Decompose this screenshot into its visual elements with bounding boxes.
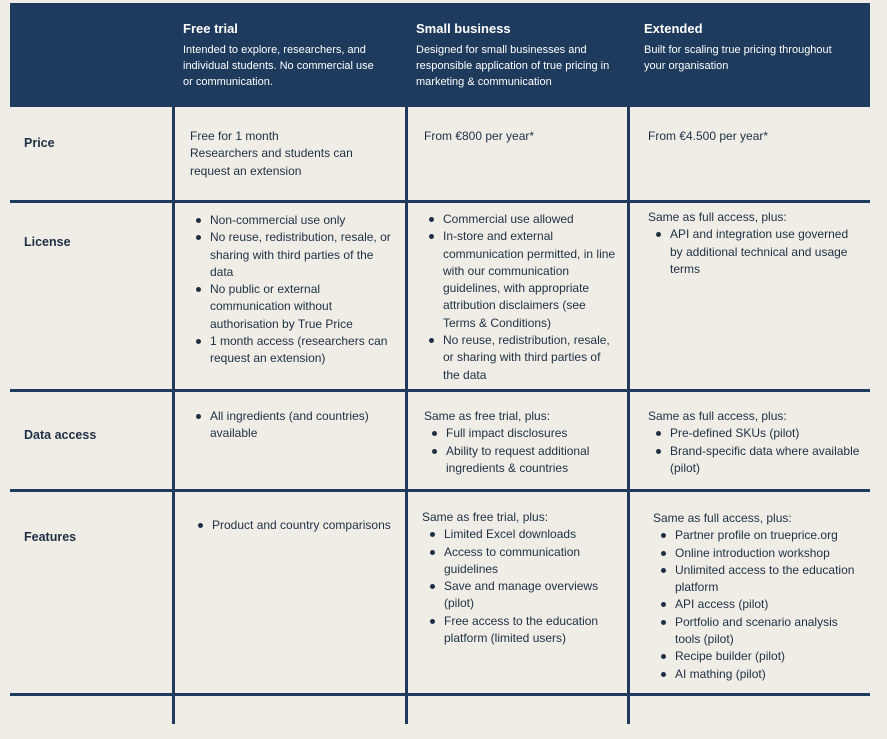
data-access-extended — [648, 408, 860, 477]
features-list — [653, 527, 863, 683]
pricing-table-header — [10, 3, 870, 107]
features-free-trial — [192, 517, 392, 534]
price-text: From €800 per year* — [424, 129, 535, 143]
list-item: Limited Excel downloads — [422, 526, 620, 543]
row-divider — [10, 489, 870, 492]
row-divider — [10, 200, 870, 203]
list-item: Product and country comparisons — [192, 517, 392, 534]
list-item: Partner profile on trueprice.org — [653, 527, 863, 544]
row-label-features: Features — [24, 530, 77, 544]
list-item: Ability to request additional ingredients & countries — [424, 443, 620, 478]
price-text: From €4.500 per year* — [648, 129, 769, 143]
list-item: Unlimited access to the education platform — [653, 562, 863, 597]
list-item: Brand-specific data where available (pilot) — [648, 443, 860, 478]
features-intro: Same as full access, plus: — [653, 511, 792, 525]
features-list — [422, 526, 620, 647]
price-free-trial — [190, 128, 395, 180]
data-access-list — [648, 425, 860, 477]
license-small-business — [423, 211, 619, 384]
list-item: No public or external communication without authorisation by True Price — [190, 281, 395, 333]
price-extended — [648, 128, 858, 145]
features-intro: Same as free trial, plus: — [422, 510, 549, 524]
list-item: No reuse, redistribution, resale, or sharing with third parties of the data — [423, 332, 619, 384]
plan-name: Free trial — [183, 21, 238, 36]
list-item: All ingredients (and countries) available — [190, 408, 390, 443]
price-text: Free for 1 month — [190, 129, 279, 143]
row-divider — [10, 389, 870, 392]
list-item: Non-commercial use only — [190, 212, 395, 229]
list-item: Portfolio and scenario analysis tools (pilot) — [653, 614, 863, 649]
list-item: Online introduction workshop — [653, 545, 863, 562]
plan-name: Small business — [416, 21, 511, 36]
license-list — [648, 226, 860, 278]
price-small-business — [424, 128, 619, 145]
plan-description: Intended to explore, researchers, and individual students. No commercial use or communication. — [183, 44, 374, 88]
list-item: Pre-defined SKUs (pilot) — [648, 425, 860, 442]
license-intro: Same as full access, plus: — [648, 210, 787, 224]
price-note: Researchers and students can request an extension — [190, 146, 353, 178]
plan-extended-header — [644, 21, 854, 74]
data-access-list — [190, 408, 390, 443]
list-item: Free access to the education platform (limited users) — [422, 613, 620, 648]
data-access-intro: Same as free trial, plus: — [424, 409, 551, 423]
plan-name: Extended — [644, 21, 703, 36]
data-access-free-trial — [190, 408, 390, 443]
list-item: API and integration use governed by additional technical and usage terms — [648, 226, 860, 278]
plan-small-business-header — [416, 21, 628, 90]
list-item: Access to communication guidelines — [422, 544, 620, 579]
row-label-price: Price — [24, 136, 55, 150]
list-item: Save and manage overviews (pilot) — [422, 578, 620, 613]
list-item: Recipe builder (pilot) — [653, 648, 863, 665]
plan-description: Designed for small businesses and responsible application of true pricing in marketing & communication — [416, 44, 610, 88]
list-item: In-store and external communication permitted, in line with our communication guidelines, with appropriate attribution disclaimers (see Terms & Conditions) — [423, 228, 619, 332]
plan-free-trial-header — [183, 21, 383, 90]
list-item: AI mathing (pilot) — [653, 666, 863, 683]
data-access-intro: Same as full access, plus: — [648, 409, 787, 423]
list-item: API access (pilot) — [653, 596, 863, 613]
features-small-business — [422, 509, 620, 647]
license-list — [190, 212, 395, 368]
row-label-license: License — [24, 235, 71, 249]
list-item: Full impact disclosures — [424, 425, 620, 442]
data-access-list — [424, 425, 620, 477]
row-label-data-access: Data access — [24, 428, 97, 442]
features-list — [192, 517, 392, 534]
license-free-trial — [190, 212, 395, 368]
license-extended — [648, 209, 860, 278]
features-extended — [653, 510, 863, 683]
row-divider — [10, 693, 870, 696]
license-list — [423, 211, 619, 384]
plan-description: Built for scaling true pricing throughout your organisation — [644, 44, 832, 72]
list-item: 1 month access (researchers can request an extension) — [190, 333, 395, 368]
data-access-small-business — [424, 408, 620, 477]
list-item: No reuse, redistribution, resale, or sharing with third parties of the data — [190, 229, 395, 281]
list-item: Commercial use allowed — [423, 211, 619, 228]
